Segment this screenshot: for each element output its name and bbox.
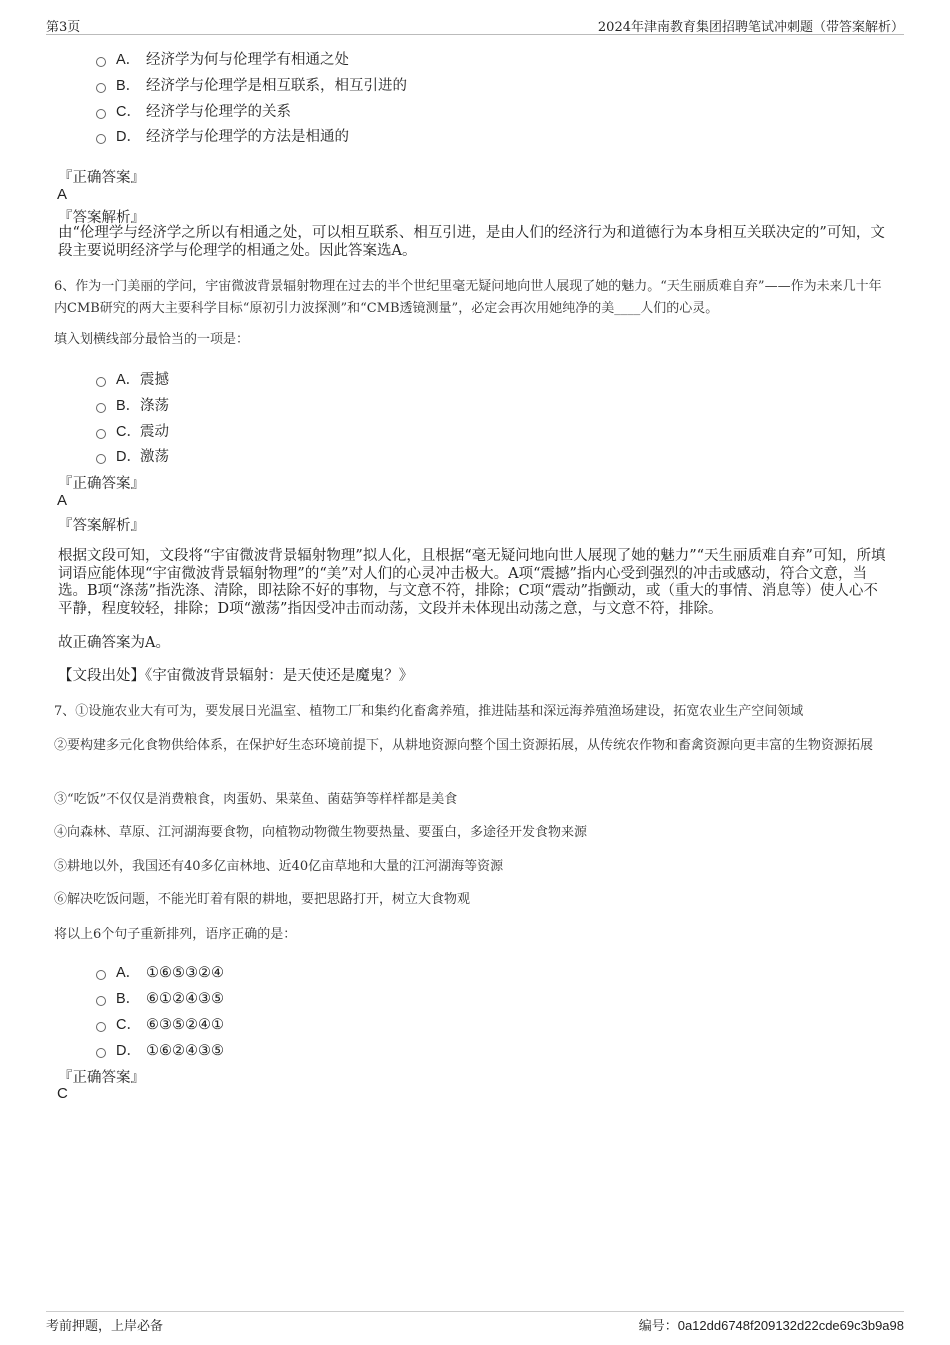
q5-analysis: 由“伦理学与经济学之所以有相通之处，可以相互联系、相互引进，是由人们的经济行为和道德行为本身相互关联决定的”可知，文段主要说明经济学与伦理学的相通之处。因此答案选A。 bbox=[58, 225, 885, 259]
radio-icon[interactable] bbox=[96, 57, 106, 67]
radio-icon[interactable] bbox=[96, 454, 106, 464]
q7-sentence-5: ⑤耕地以外，我国还有40多亿亩林地、近40亿亩草地和大量的江河湖海等资源 bbox=[54, 859, 504, 874]
q5-option-b[interactable]: B． 经济学与伦理学是相互联系，相互引进的 bbox=[96, 74, 407, 95]
q6-option-b[interactable]: B．涤荡 bbox=[96, 394, 169, 415]
q7-sentence-1: 7、①设施农业大有可为，要发展日光温室、植物工厂和集约化畜禽养殖，推进陆基和深远海养殖渔场建设，拓宽农业生产空间领域 bbox=[54, 704, 804, 719]
radio-icon[interactable] bbox=[96, 403, 106, 413]
q7-answer-label: 『正确答案』 bbox=[58, 1070, 145, 1086]
q5-option-d[interactable]: D． 经济学与伦理学的方法是相通的 bbox=[96, 125, 349, 146]
radio-icon[interactable] bbox=[96, 1048, 106, 1058]
q7-option-c[interactable]: C． ⑥③⑤②④① bbox=[96, 1013, 224, 1034]
footer-slogan: 考前押题，上岸必备 bbox=[46, 1319, 164, 1334]
q5-answer: A bbox=[57, 186, 68, 203]
q6-analysis: 根据文段可知，文段将“宇宙微波背景辐射物理”拟人化，且根据“毫无疑问地向世人展现了她的魅力”“天生丽质难自弃”可知，所填词语应能体现“宇宙微波背景辐射物理”的“美”对人们的心灵冲击极大。A项“震撼”指内心受到强烈的冲击或感动，符合文意，当选。B项“涤荡”指洗涤、清除，即祛除不好的事物，与文意不符，排除；C项“震动”指颤动，或（重大的事情、消息等）使人心不平静，程度较轻，排除；D项“激荡”指因受冲击而动荡，文段并未体现出动荡之意，与文意不符，排除。 bbox=[58, 548, 886, 617]
q6-option-a[interactable]: A．震撼 bbox=[96, 368, 169, 389]
radio-icon[interactable] bbox=[96, 429, 106, 439]
q6-conclusion: 故正确答案为A。 bbox=[58, 635, 170, 651]
q6-option-d[interactable]: D．激荡 bbox=[96, 445, 169, 466]
page-footer bbox=[46, 1311, 904, 1335]
q6-stem: 6、作为一门美丽的学问，宇宙微波背景辐射物理在过去的半个世纪里毫无疑问地向世人展现了她的魅力。“天生丽质难自弃”——作为未来几十年内CMB研究的两大主要科学目标“原初引力波探测”和“CMB透镜测量”，必定会再次用她纯净的美____人们的心灵。 bbox=[54, 279, 882, 316]
q7-prompt: 将以上6个句子重新排列，语序正确的是： bbox=[54, 927, 297, 942]
q6-prompt: 填入划横线部分最恰当的一项是： bbox=[54, 332, 250, 347]
radio-icon[interactable] bbox=[96, 996, 106, 1006]
page-number: 第3页 bbox=[46, 20, 81, 35]
radio-icon[interactable] bbox=[96, 134, 106, 144]
radio-icon[interactable] bbox=[96, 109, 106, 119]
q7-option-d[interactable]: D． ①⑥②④③⑤ bbox=[96, 1039, 224, 1060]
q6-option-c[interactable]: C．震动 bbox=[96, 420, 169, 441]
radio-icon[interactable] bbox=[96, 1022, 106, 1032]
q7-option-b[interactable]: B． ⑥①②④③⑤ bbox=[96, 987, 224, 1008]
page-header bbox=[46, 14, 904, 35]
q5-option-c[interactable]: C． 经济学与伦理学的关系 bbox=[96, 100, 291, 121]
q7-sentence-4: ④向森林、草原、江河湖海要食物，向植物动物微生物要热量、要蛋白，多途径开发食物来源 bbox=[54, 825, 588, 840]
radio-icon[interactable] bbox=[96, 970, 106, 980]
q6-analysis-label: 『答案解析』 bbox=[58, 518, 145, 534]
radio-icon[interactable] bbox=[96, 377, 106, 387]
q6-answer-label: 『正确答案』 bbox=[58, 476, 145, 492]
q7-option-a[interactable]: A． ①⑥⑤③②④ bbox=[96, 961, 224, 982]
q5-option-a[interactable]: A． 经济学为何与伦理学有相通之处 bbox=[96, 48, 349, 69]
q6-source: 【文段出处】《宇宙微波背景辐射：是天使还是魔鬼？》 bbox=[58, 668, 414, 684]
q7-sentence-6: ⑥解决吃饭问题，不能光盯着有限的耕地，要把思路打开，树立大食物观 bbox=[54, 892, 471, 907]
radio-icon[interactable] bbox=[96, 83, 106, 93]
q7-sentence-3: ③“吃饭”不仅仅是消费粮食，肉蛋奶、果菜鱼、菌菇笋等样样都是美食 bbox=[54, 792, 458, 807]
q5-answer-label: 『正确答案』 bbox=[58, 170, 145, 186]
q7-answer: C bbox=[57, 1085, 68, 1102]
q7-sentence-2: ②要构建多元化食物供给体系，在保护好生态环境前提下，从耕地资源向整个国土资源拓展，从传统农作物和畜禽资源向更丰富的生物资源拓展 bbox=[54, 738, 874, 753]
q5-analysis-label: 『答案解析』 bbox=[58, 210, 145, 226]
q6-answer: A bbox=[57, 492, 68, 509]
document-title: 2024年津南教育集团招聘笔试冲刺题（带答案解析） bbox=[597, 20, 904, 35]
footer-code: 编号：0a12dd6748f209132d22cde69c3b9a98 bbox=[638, 1318, 904, 1334]
